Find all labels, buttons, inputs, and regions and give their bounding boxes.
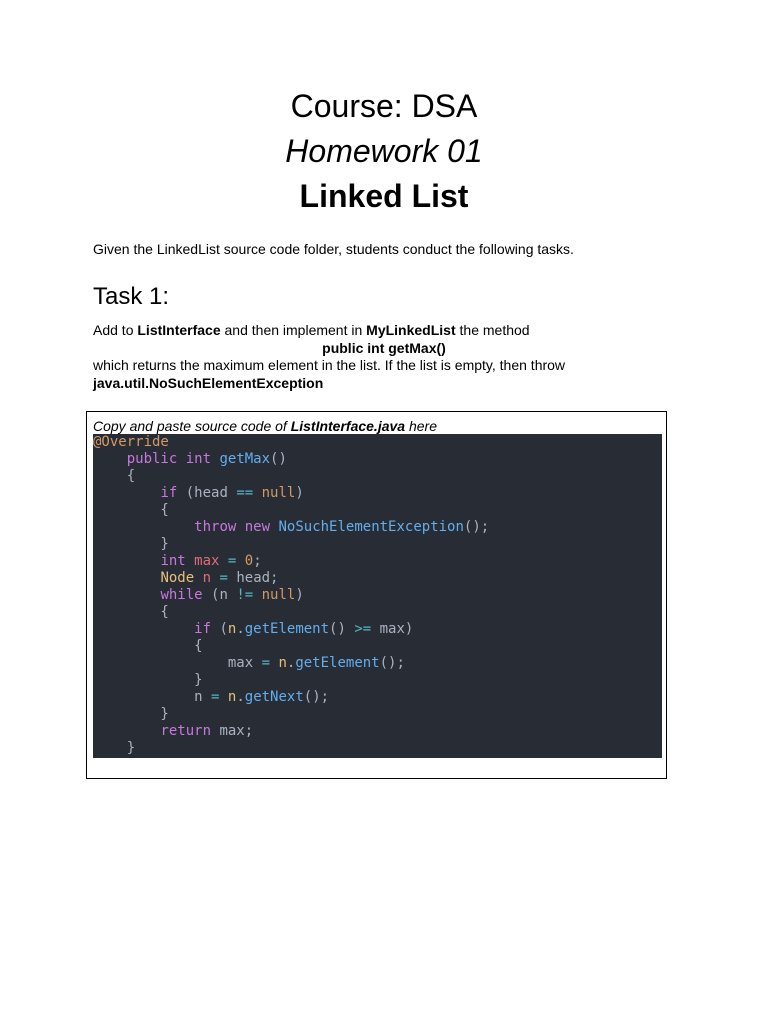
code-token: >=: [354, 621, 372, 637]
code-token: if: [160, 485, 178, 501]
code-token: [93, 621, 194, 637]
code-token: !=: [236, 587, 254, 603]
code-token: Node: [160, 570, 195, 586]
code-token: getNext: [244, 689, 304, 705]
code-token: getMax: [219, 451, 271, 467]
code-token: }: [93, 536, 169, 552]
code-line: [93, 468, 135, 485]
caption-file-name: ListInterface.java: [290, 418, 406, 434]
task-1-text-post: the method: [455, 322, 530, 338]
code-token: max): [371, 621, 414, 637]
code-line: [93, 723, 253, 740]
code-token: [186, 553, 194, 569]
code-token: null: [261, 587, 296, 603]
code-token: @Override: [93, 434, 169, 450]
code-token: n: [278, 655, 287, 671]
code-token: =: [219, 570, 228, 586]
code-token: 0: [244, 553, 254, 569]
code-token: [93, 553, 160, 569]
homework-title: Homework 01: [285, 133, 483, 169]
class-name: MyLinkedList: [366, 322, 456, 338]
code-token: }: [93, 706, 169, 722]
code-token: =: [227, 553, 237, 569]
code-line: [93, 655, 405, 672]
code-token: (head: [177, 485, 237, 501]
code-token: n: [227, 621, 237, 637]
code-token: [93, 485, 160, 501]
code-token: {: [93, 604, 169, 620]
caption-text-post: here: [405, 418, 437, 434]
task-1-instruction: [93, 321, 530, 339]
code-token: (): [329, 621, 355, 637]
task-1-heading: Task 1:: [93, 283, 170, 310]
code-token: [93, 570, 160, 586]
code-token: [93, 519, 194, 535]
code-token: ();: [379, 655, 405, 671]
code-token: ();: [463, 519, 490, 535]
code-token: throw: [194, 519, 237, 535]
code-token: getElement: [295, 655, 380, 671]
intro-paragraph: Given the LinkedList source code folder, students conduct the following tasks.: [93, 241, 574, 257]
code-token: public: [126, 451, 178, 467]
code-token: =: [261, 655, 271, 671]
code-token: {: [93, 502, 169, 518]
code-token: null: [261, 485, 296, 501]
code-line: [93, 672, 203, 689]
code-token: =: [211, 689, 220, 705]
code-token: ==: [236, 485, 254, 501]
code-line: [93, 638, 203, 655]
code-token: return: [160, 723, 212, 739]
code-token: max: [194, 553, 220, 569]
caption-text-pre: Copy and paste source code of: [93, 418, 291, 434]
code-token: }: [93, 672, 203, 688]
code-token: new: [244, 519, 271, 535]
code-line: [93, 740, 135, 757]
code-token: max: [93, 655, 262, 671]
code-token: n: [202, 570, 212, 586]
code-token: [93, 587, 160, 603]
code-token: n: [227, 689, 237, 705]
code-token: head;: [227, 570, 279, 586]
code-token: (: [211, 621, 228, 637]
code-line: [93, 587, 304, 604]
code-token: [93, 723, 160, 739]
task-1-text-pre: Add to: [93, 322, 138, 338]
code-token: .: [236, 689, 245, 705]
code-token: {: [93, 468, 136, 484]
code-token: int: [160, 553, 186, 569]
code-token: [236, 553, 244, 569]
code-line: [93, 434, 169, 451]
task-1-text-mid: and then implement in: [220, 322, 367, 338]
code-token: ): [295, 587, 304, 603]
code-line: [93, 536, 169, 553]
code-token: ();: [303, 689, 330, 705]
answer-box-caption: [93, 418, 437, 434]
code-token: [236, 519, 244, 535]
interface-name: ListInterface: [137, 322, 221, 338]
code-token: [219, 689, 227, 705]
exception-name: java.util.NoSuchElementException: [93, 375, 324, 391]
code-line: [93, 553, 262, 570]
topic-title: Linked List: [299, 178, 469, 214]
code-line: [93, 519, 489, 536]
code-token: max;: [211, 723, 254, 739]
code-line: [93, 451, 287, 468]
code-line: [93, 485, 304, 502]
code-token: NoSuchElementException: [278, 519, 464, 535]
code-token: ;: [253, 553, 262, 569]
code-token: {: [93, 638, 203, 654]
code-token: [253, 485, 261, 501]
code-token: while: [160, 587, 203, 603]
code-line: [93, 570, 278, 587]
code-token: [253, 587, 261, 603]
answer-box: [86, 411, 667, 779]
code-token: [93, 451, 127, 467]
code-token: ): [295, 485, 304, 501]
code-line: [93, 604, 169, 621]
code-token: }: [93, 740, 136, 756]
code-token: n: [93, 689, 212, 705]
code-token: (): [270, 451, 287, 467]
code-token: .: [286, 655, 296, 671]
code-token: int: [185, 451, 212, 467]
code-token: (n: [202, 587, 237, 603]
code-token: .: [236, 621, 245, 637]
code-line: [93, 689, 329, 706]
code-token: if: [194, 621, 212, 637]
code-token: [177, 451, 185, 467]
code-token: getElement: [244, 621, 330, 637]
method-signature: public int getMax(): [322, 340, 446, 356]
code-token: [194, 570, 202, 586]
code-line: [93, 502, 169, 519]
code-block: [93, 434, 662, 758]
course-title: Course: DSA: [290, 88, 478, 124]
code-line: [93, 706, 169, 723]
code-line: [93, 621, 413, 638]
code-token: [219, 553, 227, 569]
task-1-description: which returns the maximum element in the list. If the list is empty, then throw: [93, 357, 566, 373]
